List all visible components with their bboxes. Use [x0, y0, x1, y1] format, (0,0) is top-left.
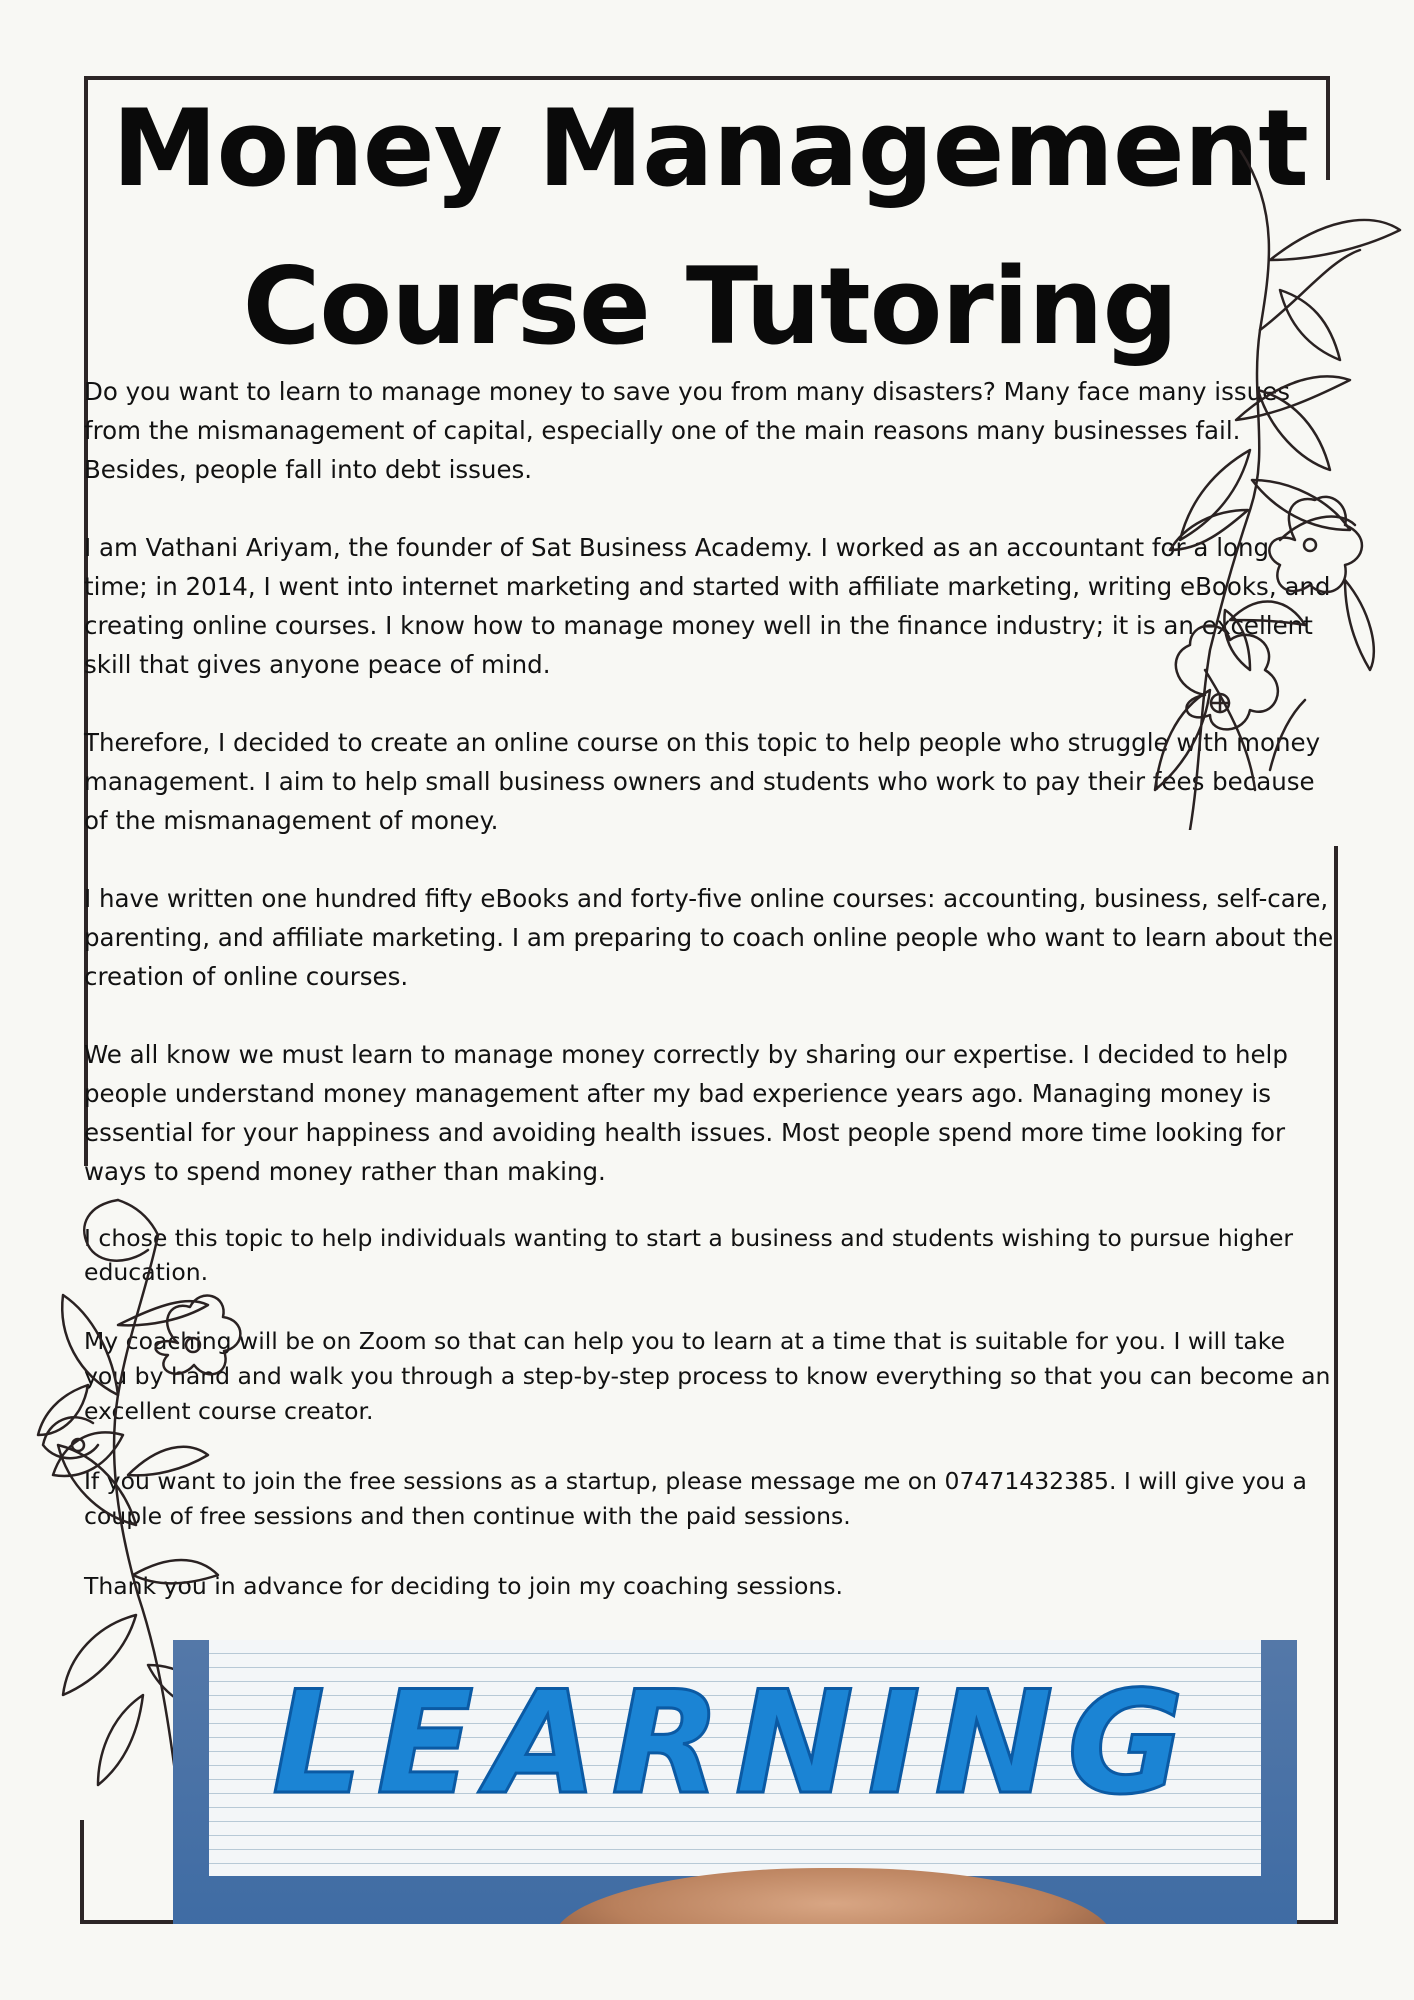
frame-right-lower-line: [1334, 846, 1338, 1924]
paragraph-importance: We all know we must learn to manage money correctly by sharing our expertise. I decided to help people understand money management after my bad experience years ago. Managing money is essential for your happiness and avoiding health issues. Most people spend more time looking for ways to spend money rather than making.: [84, 1040, 1288, 1186]
paragraph-topic-choice: I chose this topic to help individuals wanting to start a business and students wishing to pursue higher education.: [84, 1224, 1294, 1286]
frame-left-lower-line: [80, 1820, 84, 1924]
paragraph-zoom-coaching: My coaching will be on Zoom so that can help you to learn at a time that is suitable for you. I will take you by hand and walk you through a step-by-step process to know everything so that you can become an excellent course creator.: [84, 1327, 1331, 1425]
paragraph-intro: Do you want to learn to manage money to save you from many disasters? Many face many issues from the mismanagement of capital, especially one of the main reasons many businesses fail. Besides, people fall into debt issues.: [84, 377, 1290, 484]
page-title-line-2: Course Tutoring: [242, 245, 1178, 368]
learning-image: [173, 1640, 1297, 1924]
frame-top-line: [84, 76, 1330, 80]
lined-paper: [209, 1640, 1261, 1876]
learning-word: LEARNING: [272, 1660, 1198, 1826]
hand-shape: [553, 1868, 1113, 1924]
paragraph-free-sessions: If you want to join the free sessions as a startup, please message me on 07471432385. I will give you a couple of free sessions and then continue with the paid sessions.: [84, 1467, 1307, 1530]
page-title-line-1: Money Management: [112, 87, 1308, 210]
paragraph-course-reason: Therefore, I decided to create an online course on this topic to help people who struggle with money management. I aim to help small business owners and students who work to pay their fees because of the mismanagement of money.: [84, 728, 1321, 835]
paragraph-thank-you: Thank you in advance for deciding to join my coaching sessions.: [84, 1572, 844, 1600]
flower-vine-right-icon: [1130, 150, 1410, 830]
paragraph-about-author: I am Vathani Ariyam, the founder of Sat Business Academy. I worked as an accountant for a long time; in 2014, I went into internet marketing and started with affiliate marketing, writing eBooks, and creating online courses. I know how to manage money well in the finance industry; it is an excellent skill that gives anyone peace of mind.: [84, 533, 1331, 679]
paragraph-experience: I have written one hundred fifty eBooks and forty-five online courses: accounting, business, self-care, parenting, and affiliate marketing. I am preparing to coach online people who want to learn about the creation of online courses.: [84, 884, 1334, 991]
